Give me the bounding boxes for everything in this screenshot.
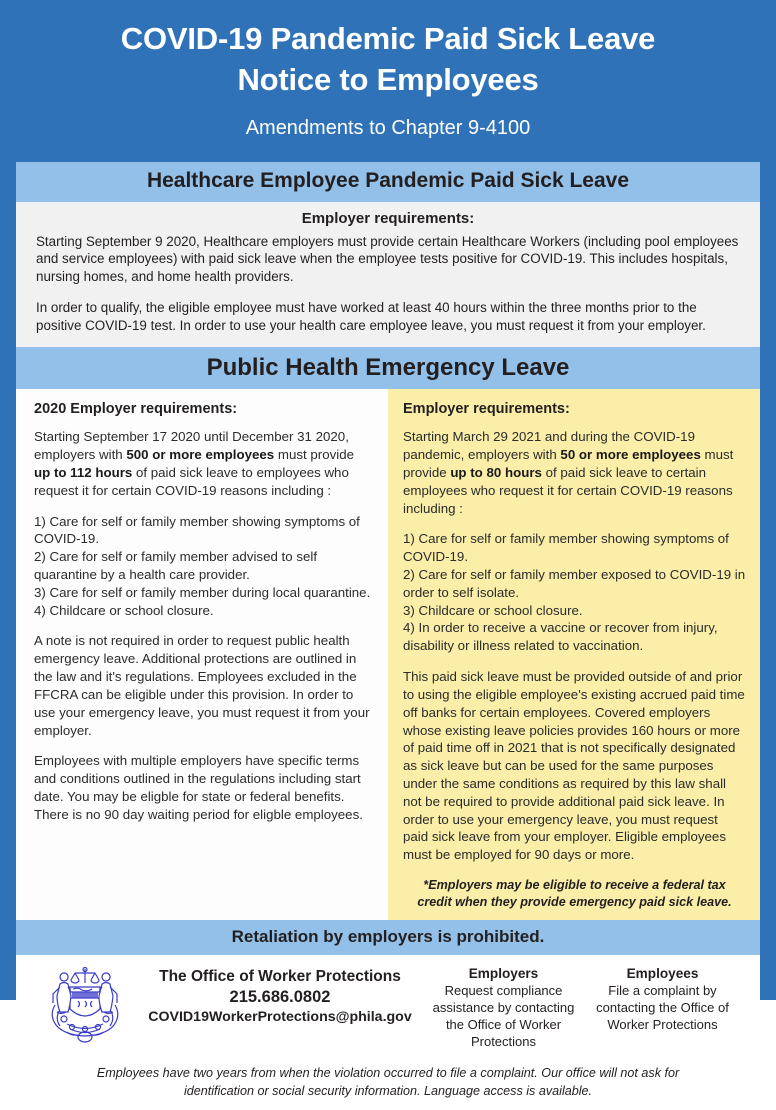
office-name: The Office of Worker Protections [159, 967, 401, 985]
public-health-emergency-banner [16, 347, 760, 390]
healthcare-section [16, 202, 760, 347]
requirements-2020-reasons: 1) Care for self or family member showing symptoms of COVID-19. 2) Care for self or family member advised to self quarantine by a health care provider. 3) Care for self or family member during local quarantine. 4) Childcare or school closure. [34, 513, 371, 618]
poster-header [0, 0, 776, 148]
requirements-2020-column [16, 389, 388, 920]
employers-title: Employers [468, 965, 539, 981]
requirements-2020-heading: 2020 Employer requirements: [34, 401, 238, 418]
healthcare-banner-label: Healthcare Employee Pandemic Paid Sick Leave [146, 169, 630, 193]
city-seal-icon [42, 967, 128, 1045]
healthcare-paragraph-1: Starting September 9 2020, Healthcare employers must provide certain Healthcare Workers (including pool employees and service employees) with paid sick leave when the employee tests positive for COVID-19. This includes hospitals, nursing homes, and home health providers. [36, 233, 739, 285]
requirements-2021-reasons: 1) Care for self or family member showing symptoms of COVID-19. 2) Care for self or family member exposed to COVID-19 in order to self isolate. 3) Childcare or school closure. 4) In order to receive a vaccine or recover from injury, disability or illness related to vaccination. [403, 531, 746, 654]
healthcare-banner [16, 162, 760, 201]
requirements-2020-multi-employer: Employees with multiple employers have specific terms and conditions outlined in the regulations including start date. You may be eligble for state or federal benefits. There is no 90 day waiting period for eligble employees. [34, 753, 363, 822]
footer-section [16, 955, 760, 1110]
content-card [16, 162, 760, 1110]
office-email[interactable]: COVID19WorkerProtections@phila.gov [148, 1009, 412, 1026]
healthcare-paragraph-2: In order to qualify, the eligible employee must have worked at least 40 hours within the three months prior to the positive COVID-19 test. In order to use your health care employee leave, you must request it from your employer. [36, 300, 706, 333]
requirements-2021-column [388, 389, 760, 920]
requirements-columns [16, 389, 760, 920]
office-contact-block [136, 963, 424, 1028]
page-subtitle: Amendments to Chapter 9-4100 [245, 117, 531, 140]
requirements-2020-note: A note is not required in order to request public health emergency leave. Additional protections are outlined in the law and it's regulations. Employees excluded in the FFCRA can be eligible under this provision. In order to use your emergency leave, you must request it from your employer. [34, 633, 370, 738]
employers-column [424, 963, 583, 1051]
page-title-line2: Notice to Employees [237, 62, 539, 98]
employees-column [583, 963, 742, 1034]
public-health-emergency-banner-label: Public Health Emergency Leave [206, 353, 570, 381]
footer-note: Employees have two years from when the violation occurred to file a complaint. Our office will not ask for identification or social security information. Language access is available. [96, 1065, 680, 1098]
retaliation-banner [16, 920, 760, 955]
office-phone[interactable]: 215.686.0802 [229, 987, 331, 1006]
healthcare-subheading: Employer requirements: [301, 209, 475, 227]
retaliation-banner-label: Retaliation by employers is prohibited. [231, 927, 545, 947]
footer-contact-row [34, 963, 742, 1051]
employees-body: File a complaint by contacting the Office of Worker Protections [596, 983, 729, 1032]
seal-container [34, 963, 136, 1045]
requirements-2021-heading: Employer requirements: [403, 401, 570, 418]
requirements-2021-outside-accruals: This paid sick leave must be provided outside of and prior to using the eligible employee's existing accrued paid time off banks for certain employees. Covered employers whose existing leave policies provides 160 hours or more of paid time off in 2021 that is not specifically designated as sick leave but can be used for the same purposes under the same conditions as required by this law shall not be required to provide additional paid sick leave. In order to use your emergency leave, you must request paid sick leave from your employer. Eligible employees must be employed for 90 days or more. [403, 669, 745, 863]
employers-body: Request compliance assistance by contacting the Office of Worker Protections [432, 983, 575, 1049]
requirements-2021-intro: Starting March 29 2021 and during the COVID-19 pandemic, employers with 50 or more employees must provide up to 80 hours of paid sick leave to certain employees who request it for certain COVID-19 reasons including : [403, 429, 734, 516]
requirements-2020-intro: Starting September 17 2020 until December 31 2020, employers with 500 or more employees must provide up to 112 hours of paid sick leave to employees who request it for certain COVID-19 reasons including : [34, 429, 355, 498]
employees-title: Employees [626, 965, 699, 981]
page-title-line1: COVID-19 Pandemic Paid Sick Leave [120, 21, 656, 56]
tax-credit-note: *Employers may be eligible to receive a federal tax credit when they provide emergency paid sick leave. [417, 878, 732, 909]
page-title [40, 18, 736, 100]
